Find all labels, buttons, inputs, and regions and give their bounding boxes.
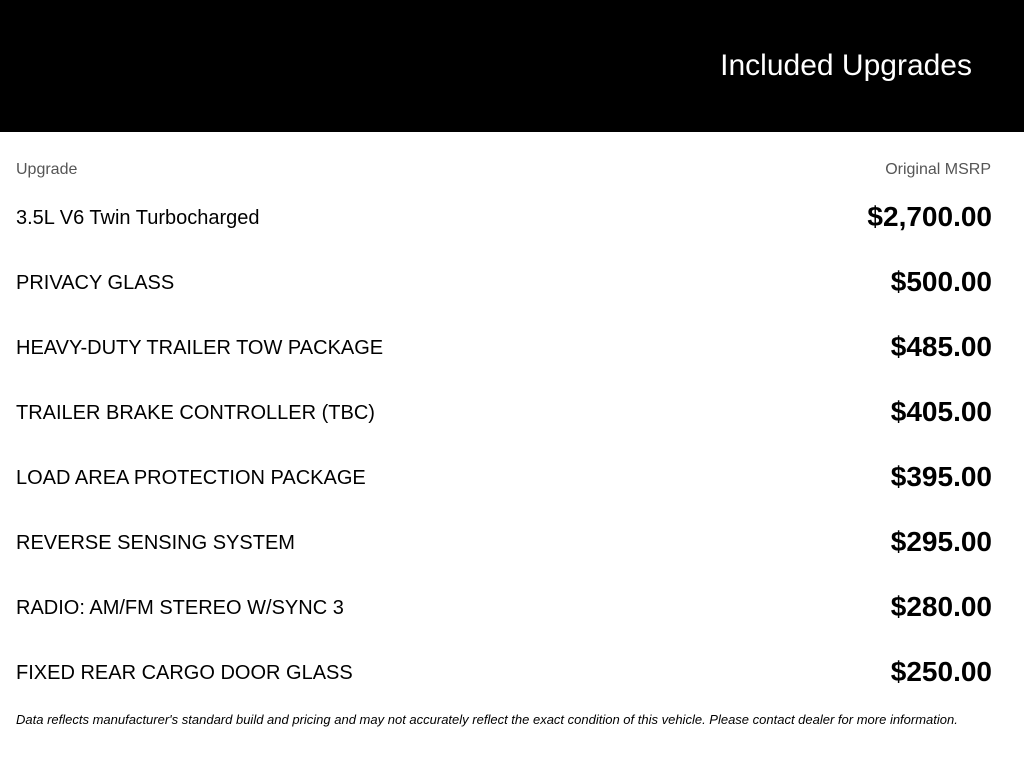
- upgrade-name: TRAILER BRAKE CONTROLLER (TBC): [16, 402, 375, 424]
- list-item: [16, 585, 992, 650]
- list-item: [16, 455, 992, 520]
- list-item: [16, 260, 992, 325]
- column-header-msrp: Original MSRP: [885, 161, 991, 178]
- upgrade-name: HEAVY-DUTY TRAILER TOW PACKAGE: [16, 337, 384, 359]
- upgrade-price: $485.00: [890, 331, 992, 362]
- upgrade-price: $405.00: [890, 396, 992, 427]
- upgrade-name: 3.5L V6 Twin Turbocharged: [16, 207, 260, 229]
- upgrade-price: $500.00: [890, 266, 992, 297]
- list-item: [16, 520, 992, 585]
- upgrade-price: $280.00: [890, 591, 992, 622]
- upgrade-price: $395.00: [890, 461, 992, 492]
- list-item: [16, 325, 992, 390]
- upgrade-name: PRIVACY GLASS: [16, 272, 175, 294]
- list-item: [16, 390, 992, 455]
- upgrade-name: REVERSE SENSING SYSTEM: [16, 532, 295, 554]
- page-title: Included Upgrades: [720, 49, 972, 82]
- upgrade-list: [16, 195, 992, 715]
- list-item: [16, 195, 992, 260]
- disclaimer-text: Data reflects manufacturer's standard build and pricing and may not accurately reflect the exact condition of this vehicle. Please contact dealer for more information.: [16, 712, 958, 727]
- header-bar: [0, 0, 1024, 132]
- upgrade-price: $2,700.00: [867, 201, 992, 232]
- upgrade-name: LOAD AREA PROTECTION PACKAGE: [16, 467, 366, 489]
- upgrade-name: FIXED REAR CARGO DOOR GLASS: [16, 662, 353, 684]
- list-item: [16, 650, 992, 715]
- upgrade-price: $250.00: [890, 656, 992, 687]
- column-header-upgrade: Upgrade: [16, 161, 78, 178]
- upgrade-price: $295.00: [890, 526, 992, 557]
- upgrade-name: RADIO: AM/FM STEREO W/SYNC 3: [16, 597, 344, 619]
